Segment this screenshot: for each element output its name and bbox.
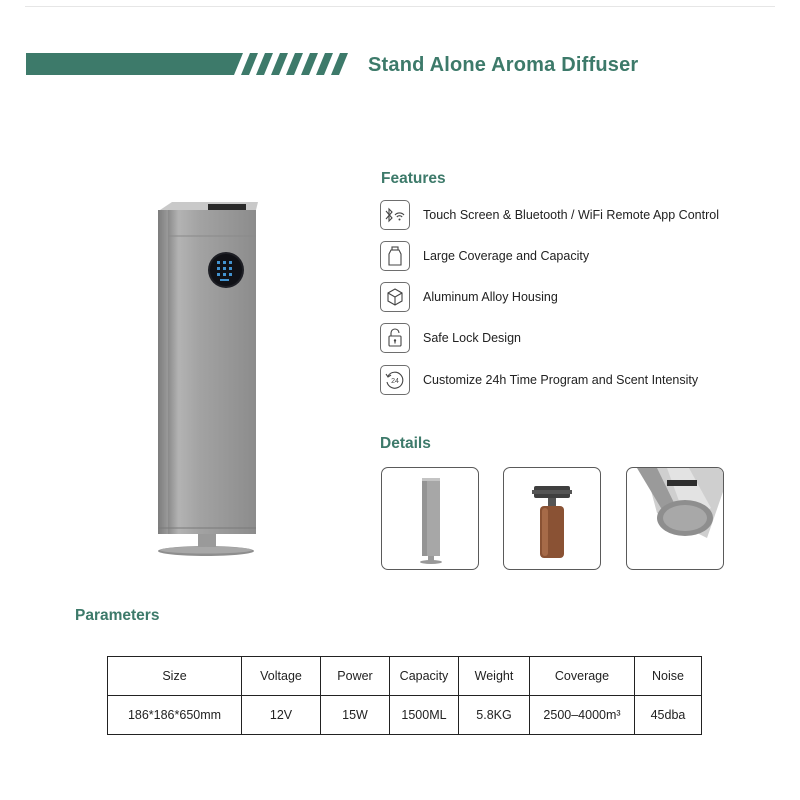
param-header-noise: Noise	[635, 657, 702, 696]
param-value-size: 186*186*650mm	[108, 696, 242, 735]
param-header-weight: Weight	[459, 657, 530, 696]
param-value-capacity: 1500ML	[390, 696, 459, 735]
param-value-power: 15W	[321, 696, 390, 735]
features-heading: Features	[381, 170, 446, 187]
feature-label: Large Coverage and Capacity	[423, 249, 590, 263]
parameters-header-row	[108, 657, 702, 696]
feature-label: Aluminum Alloy Housing	[423, 290, 558, 304]
feature-label: Touch Screen & Bluetooth / WiFi Remote App Control	[423, 208, 719, 222]
bottle-icon	[380, 241, 410, 271]
feature-item-housing	[380, 282, 558, 312]
feature-label: Safe Lock Design	[423, 331, 521, 345]
feature-item-safe-lock	[380, 323, 521, 353]
param-header-voltage: Voltage	[242, 657, 321, 696]
detail-image-top-cap	[626, 467, 724, 570]
param-header-power: Power	[321, 657, 390, 696]
top-divider	[25, 0, 775, 7]
lock-icon	[380, 323, 410, 353]
bluetooth-wifi-icon	[380, 200, 410, 230]
detail-image-oil-bottle	[503, 467, 601, 570]
parameters-table	[107, 656, 702, 735]
detail-image-full-view	[381, 467, 479, 570]
param-header-size: Size	[108, 657, 242, 696]
cube-icon	[380, 282, 410, 312]
page-title: Stand Alone Aroma Diffuser	[368, 54, 639, 76]
feature-item-remote-control	[380, 200, 719, 230]
feature-item-time-program	[380, 365, 698, 395]
param-value-voltage: 12V	[242, 696, 321, 735]
parameters-heading: Parameters	[75, 607, 160, 624]
clock-24h-icon	[380, 365, 410, 395]
param-value-weight: 5.8KG	[459, 696, 530, 735]
details-heading: Details	[380, 435, 431, 452]
parameters-value-row	[108, 696, 702, 735]
diffuser-product-image	[150, 198, 270, 563]
param-header-capacity: Capacity	[390, 657, 459, 696]
param-header-coverage: Coverage	[530, 657, 635, 696]
clock-24-label: 24	[391, 378, 399, 385]
param-value-noise: 45dba	[635, 696, 702, 735]
feature-label: Customize 24h Time Program and Scent Intensity	[423, 373, 699, 387]
feature-item-coverage	[380, 241, 589, 271]
param-value-coverage: 2500–4000m³	[530, 696, 635, 735]
title-banner-stripes	[26, 53, 358, 75]
